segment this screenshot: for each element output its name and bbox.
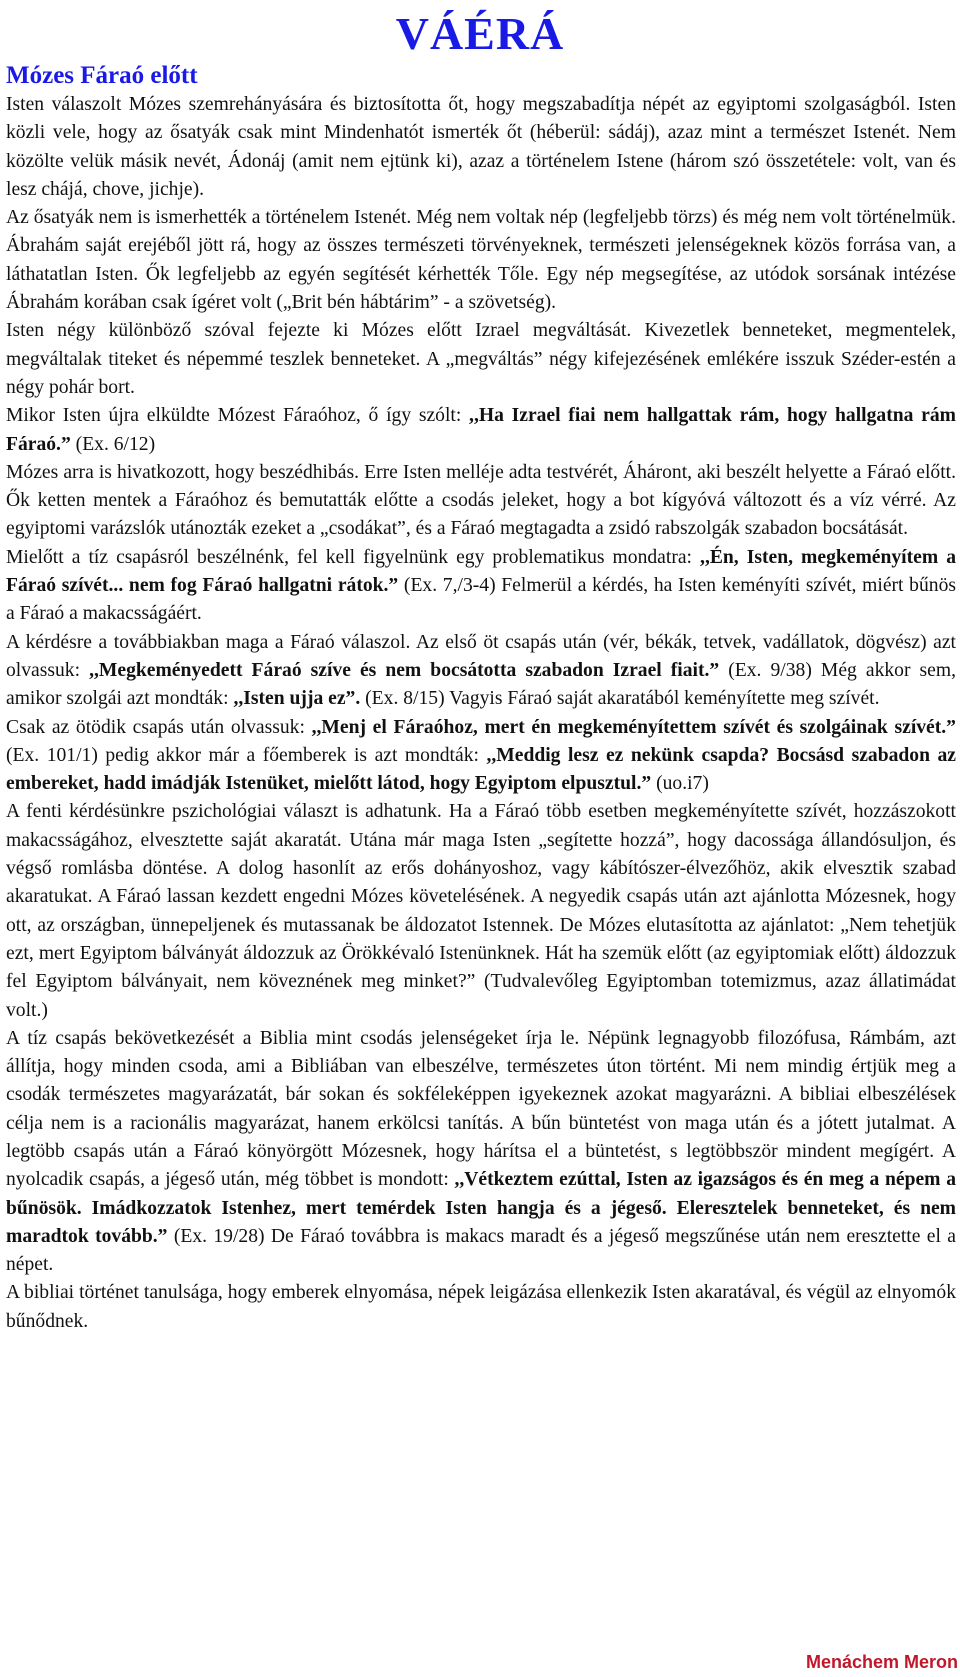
paragraph [6,1025,956,1280]
text-run: Mikor Isten újra elküldte Mózest Fáraóhoz, ő így szólt: [6,405,470,427]
text-run: (Ex. 101/1) pedig akkor már a főemberek is azt mondták: [6,744,487,766]
bold-quote: ,,Isten ujja ez”. [233,688,361,710]
paragraph [6,1279,956,1336]
text-run: A kérdésre a továbbiakban maga a Fáraó válaszol. Az első öt csapás után (vér, békák, tetvek, vadállatok, dögvész) azt olvassuk: [6,631,956,681]
text-run: Isten válaszolt Mózes szemrehányására és biztosította őt, hogy megszabadítja népét az egyiptomi szolgaságból. Isten közli vele, hogy az ősatyák csak mint Mindenhatót ismerték őt (héberül: sádáj), azaz mint a természet Istenét. Nem közölte velük másik nevét, Ádonáj (amit nem ejtünk ki), azaz a történelem Istene (három szó összetétele: volt, van és lesz chájá, chove, jichje). [6,94,956,200]
page-title: VÁÉRÁ [395,8,565,59]
bold-quote: ,,Meddig lesz ez nekünk csapda? Bocsásd szabadon az embereket, hadd imádják Istenüket, mielőtt látod, hogy Egyiptom elpusztul.” [6,744,956,795]
paragraph [6,402,956,459]
bold-quote: ,,Én, Isten, megkeményítem a Fáraó szívét... nem fog Fáraó hallgatni rátok.” [6,546,957,597]
text-run: A tíz csapás bekövetkezését a Biblia mint csodás jelenségeket írja le. Népünk legnagyobb filozófusa, Rámbám, azt állítja, hogy minden csoda, ami a Bibliában van elbeszélve, természetes úton történt. Mi nem mindig értjük meg a csodák természetes magyarázatát, bár sokan és sokféleképpen igyekeznek azokat magyarázni. A bibliai elbeszélések célja nem is a racionális magyarázat, hanem erkölcsi tanítás. A bűn büntetést von maga után és a jótett jutalmat. A legtöbb csapás után a Fáraó könyörgött Mózesnek, hogy hárítsa el a büntetést, s legtöbbször mindent megígért. A nyolcadik csapás, a jégeső után, még többet is mondott: [6,1027,956,1191]
text-run: (uo.i7) [651,773,709,795]
text-run: (Ex. 9/38) Még akkor sem, amikor szolgái azt mondták: [6,659,956,710]
text-run: Mielőtt a tíz csapásról beszélnénk, fel kell figyelnünk egy problematikus mondatra: [6,546,701,568]
paragraph [6,714,956,799]
text-run: Isten négy különböző szóval fejezte ki Mózes előtt Izrael megváltását. Kivezetlek benneteket, megmentelek, megváltalak titeket és népemmé teszlek benneteket. A „megváltás” négy kifejezésének emlékére isszuk Széder-estén a négy pohár bort. [6,320,956,398]
bold-quote: ,,Menj el Fáraóhoz, mert én megkeményítettem szívét és szolgáinak szívét.” [311,716,956,738]
text-run: A bibliai történet tanulsága, hogy emberek elnyomása, népek leigázása ellenkezik Isten akaratával, és végül az elnyomók bűnődnek. [6,1282,956,1332]
text-run: (Ex. 8/15) Vagyis Fáraó saját akaratából keményítette meg szívét. [360,688,880,710]
text-run: Mózes arra is hivatkozott, hogy beszédhibás. Erre Isten melléje adta testvérét, Áháront, aki beszélt helyette a Fáraó előtt. Ők ketten mentek a Fáraóhoz és bemutatták előtte a csodás jeleket, hogy a bot kígyóvá változott és a víz vérré. Az egyiptomi varázslók utánozták ezeket a „csodákat”, és a Fáraó megtagadta a zsidó rabszolgák szabadon bocsátását. [6,461,956,540]
section-heading: Mózes Fáraó előtt [6,62,198,89]
paragraph [6,629,956,714]
text-run: (Ex. 6/12) [70,433,156,455]
author-name: Menáchem Meron [805,1652,958,1672]
text-run: (Ex. 19/28) De Fáraó továbbra is makacs maradt és a jégeső megszűnése után nem eresztette el a népet. [6,1225,956,1276]
text-run: (Ex. 7,/3-4) Felmerül a kérdés, ha Isten keményíti szívét, miért bűnös a Fáraó a makacsságáért. [6,575,956,625]
paragraph [6,204,956,317]
bold-quote: ,,Ha Izrael fiai nem hallgattak rám, hogy hallgatna rám Fáraó.” [6,405,956,455]
bold-quote: ,,Megkeményedett Fáraó szíve és nem bocsátotta szabadon Izrael fiait.” [89,659,720,681]
paragraph [6,317,956,402]
paragraph [6,459,956,544]
body-text [6,91,956,1336]
text-run: Az ősatyák nem is ismerhették a történelem Istenét. Még nem voltak nép (legfeljebb törzs) és még nem volt történelmük. Ábrahám saját erejéből jött rá, hogy az összes természeti törvényeknek, természeti jelenségeknek közös forrása van, a láthatatlan Isten. Ők legfeljebb az egyén segítését kérhették Tőle. Egy nép megsegítése, az utódok sorsának intézése Ábrahám korában csak ígéret volt („Brit bén hábtárim” - a szövetség). [6,207,956,314]
paragraph [6,91,956,204]
paragraph [6,544,956,629]
text-run: A fenti kérdésünkre pszichológiai választ is adhatunk. Ha a Fáraó több esetben megkeményítette szívét, hozzászokott makacsságához, elvesztette saját akaratát. Utána már maga Isten „segítette hozzá”, hogy dacossága állandósuljon, és végső romlásba döntése. A dolog hasonlít az erős dohányoshoz, vagy kábítószer-élvezőhöz, akik elvesztik szabad akaratukat. A Fáraó lassan kezdett engedni Mózes követelésének. A negyedik csapás után azt ajánlotta Mózesnek, hogy ott, az országban, ünnepeljenek és mutassanak be áldozatot Istennek. De Mózes elutasította az ajánlatot: „Nem tehetjük ezt, mert Egyiptom bálványát áldozzuk az Örökkévaló Istenünknek. Hát ha szemük előtt (az egyiptomiak előtt) áldozzuk fel Egyiptom bálványait, nem köveznének meg minket?” (Tudvalevőleg Egyiptomban totemizmus, azaz állatimádat volt.) [6,801,956,1021]
paragraph [6,798,956,1024]
text-run: Csak az ötödik csapás után olvassuk: [6,716,312,738]
bold-quote: ,,Vétkeztem ezúttal, Isten az igazságos és én meg a népem a bűnösök. Imádkozzatok Istenhez, mert temérdek Isten hangja és a jégeső. Eleresztelek benneteket, és nem maradtok tovább.” [6,1169,956,1247]
